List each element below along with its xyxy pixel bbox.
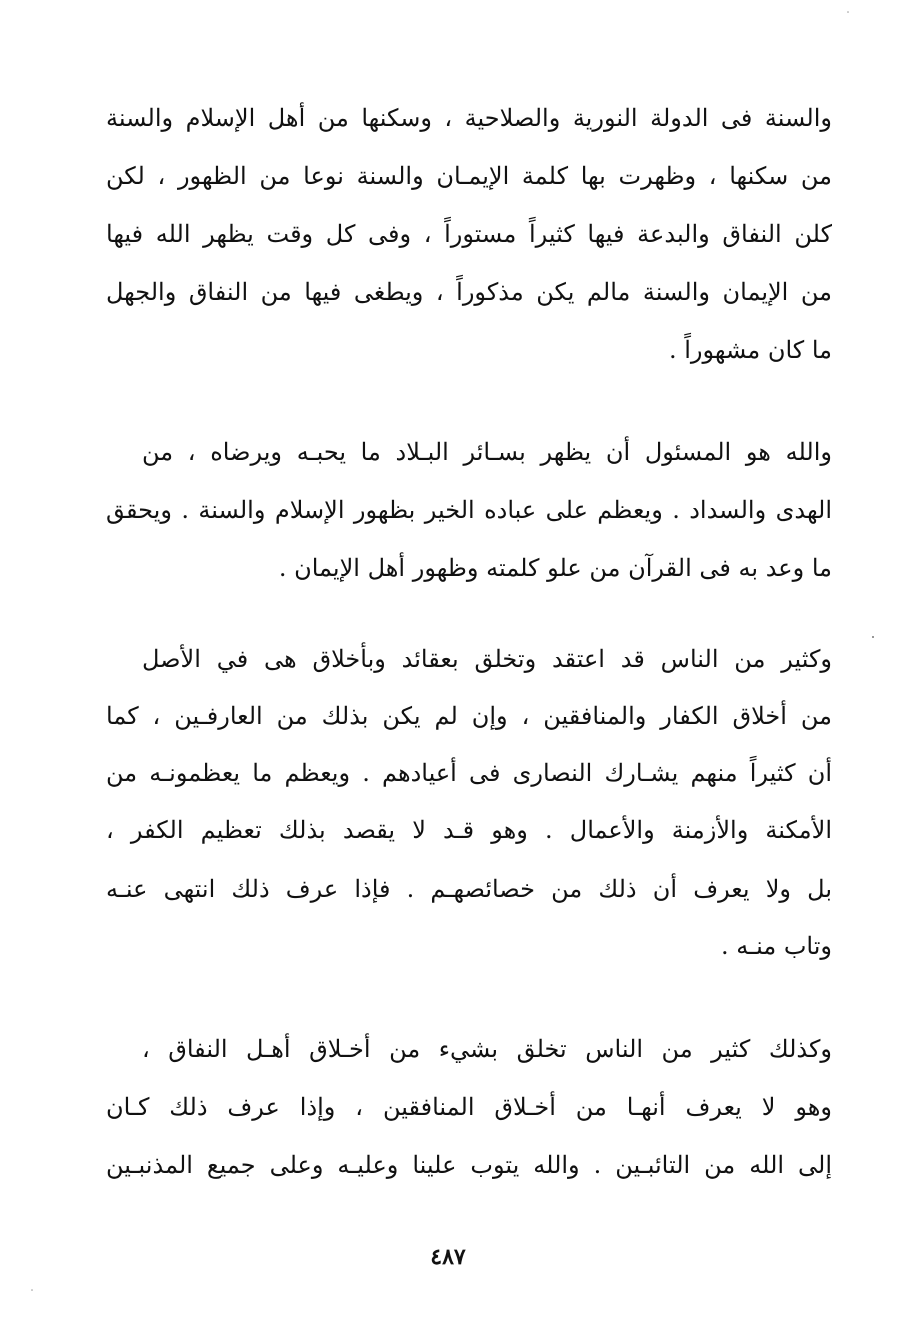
scan-speck xyxy=(847,11,849,13)
scan-speck xyxy=(872,636,874,638)
text-line: بل ولا يعرف أن ذلك من خصائصهـم . فإذا عرف ذلك انتهى عنـه xyxy=(106,875,832,903)
text-line: إلى الله من التائبـين . والله يتوب علينا وعليـه وعلى جميع المذنبـين xyxy=(106,1151,832,1179)
text-line: وهو لا يعرف أنهـا من أخـلاق المنافقين ، وإذا عرف ذلك كـان xyxy=(106,1093,832,1121)
text-line: من سكنها ، وظهرت بها كلمة الإيمـان والسنة نوعا من الظهور ، لكن xyxy=(106,162,832,190)
text-line: وكذلك كثير من الناس تخلق بشيء من أخـلاق أهـل النفاق ، xyxy=(142,1035,832,1063)
text-line: والله هو المسئول أن يظهر بسـائر البـلاد ما يحبـه ويرضاه ، من xyxy=(142,438,832,466)
text-line: الهدى والسداد . ويعظم على عباده الخير بظهور الإسلام والسنة . ويحقق xyxy=(106,496,832,524)
text-line: والسنة فى الدولة النورية والصلاحية ، وسكنها من أهل الإسلام والسنة xyxy=(106,104,832,132)
text-line: وتاب منـه . xyxy=(720,932,832,960)
text-line: ما كان مشهوراً . xyxy=(668,336,832,364)
text-line: من الإيمان والسنة مالم يكن مذكوراً ، ويطغى فيها من النفاق والجهل xyxy=(106,278,832,306)
text-line: أن كثيراً منهم يشـارك النصارى فى أعيادهم . ويعظم ما يعظمونـه من xyxy=(106,759,832,787)
scan-speck xyxy=(31,1289,33,1291)
text-line: وكثير من الناس قد اعتقد وتخلق بعقائد وبأخلاق هى في الأصل xyxy=(142,645,832,673)
text-line: الأمكنة والأزمنة والأعمال . وهو قـد لا يقصد بذلك تعظيم الكفر ، xyxy=(106,816,832,844)
page-number: ٤٨٧ xyxy=(430,1244,466,1270)
text-line: من أخلاق الكفار والمنافقين ، وإن لم يكن بذلك من العارفـين ، كما xyxy=(106,702,832,730)
text-line: ما وعد به فى القرآن من علو كلمته وظهور أهل الإيمان . xyxy=(278,554,832,582)
text-line: كلن النفاق والبدعة فيها كثيراً مستوراً ، وفى كل وقت يظهر الله فيها xyxy=(106,220,832,248)
